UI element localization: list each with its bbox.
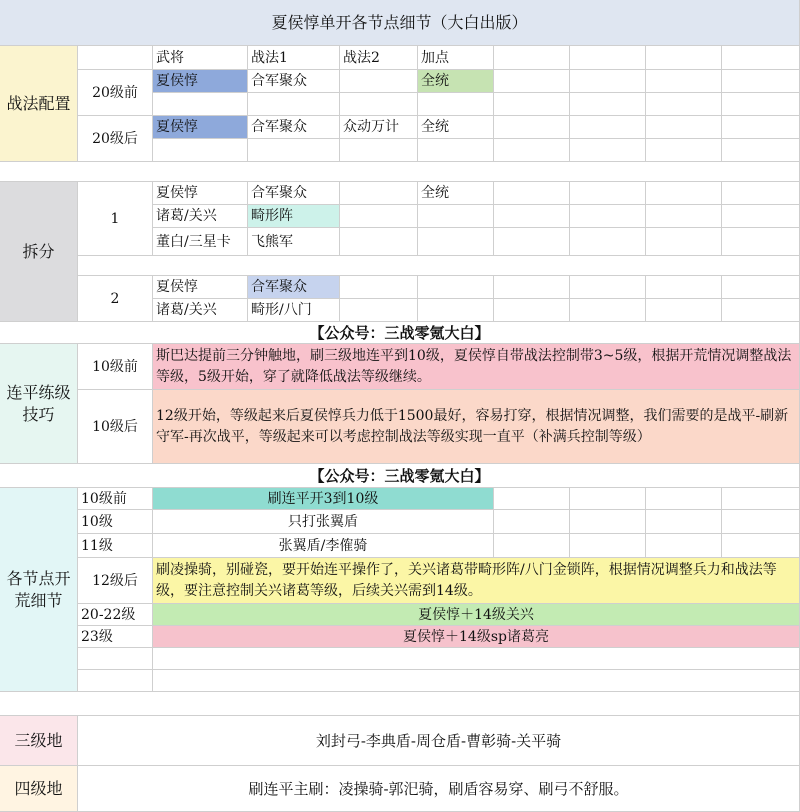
split-skill-text: 飞熊军 — [251, 233, 293, 250]
level3-label[interactable] — [0, 716, 78, 766]
nodes-level-text: 23级 — [81, 628, 113, 645]
cell-empty[interactable] — [78, 648, 153, 670]
level3-text: 刘封弓-李典盾-周仓盾-曹彰骑-关平骑 — [315, 731, 562, 750]
cell-empty[interactable] — [722, 488, 800, 510]
cell-empty[interactable] — [722, 299, 800, 322]
config-hero-cell[interactable] — [153, 70, 248, 93]
cell-empty[interactable] — [722, 205, 800, 228]
tips-text: 斯巴达提前三分钟触地，刷三级地连平到10级，夏侯惇自带战法控制带3~5级，根据开荒情况调整战法等级，5级开始，穿了就降低战法等级继续。 — [156, 347, 792, 385]
cell-empty[interactable] — [494, 116, 570, 139]
cell-empty[interactable] — [570, 205, 646, 228]
config-hero-text: 夏侯惇 — [156, 73, 198, 89]
cell-empty[interactable] — [722, 70, 800, 93]
level3-label-text: 三级地 — [14, 730, 63, 750]
cell-empty[interactable] — [570, 534, 646, 558]
nodes-text: 夏侯惇＋14级关兴 — [418, 606, 534, 623]
level3-text-cell[interactable] — [78, 716, 800, 766]
cell-empty[interactable] — [340, 182, 418, 205]
cell-empty[interactable] — [646, 139, 722, 162]
split-hero-cell[interactable] — [153, 299, 248, 322]
nodes-text-cell[interactable] — [153, 510, 494, 534]
cell-empty[interactable] — [646, 46, 722, 70]
cell-empty[interactable] — [722, 534, 800, 558]
cell-empty[interactable] — [78, 670, 153, 692]
split-skill-text: 畸形/八门 — [251, 302, 312, 318]
split-skill-cell[interactable] — [248, 182, 340, 205]
config-skill2-cell[interactable] — [340, 70, 418, 93]
split-skill-cell[interactable] — [248, 299, 340, 322]
cell-empty[interactable] — [646, 510, 722, 534]
nodes-text: 只打张翼盾 — [288, 513, 358, 530]
cell-empty[interactable] — [646, 70, 722, 93]
config-level-cell[interactable] — [78, 70, 153, 116]
nodes-level-text: 10级 — [81, 513, 113, 530]
cell-empty[interactable] — [570, 46, 646, 70]
spacer-row[interactable] — [0, 162, 800, 182]
config-points-cell[interactable] — [418, 70, 494, 93]
cell-empty[interactable] — [340, 205, 418, 228]
header-hero[interactable] — [153, 46, 248, 70]
tips-level-cell[interactable] — [78, 344, 153, 390]
section-label-nodes-text: 各节点开荒细节 — [6, 568, 71, 610]
cell-empty[interactable] — [248, 93, 340, 116]
sheet-title[interactable] — [0, 0, 800, 46]
nodes-text: 刷连平开3到10级 — [267, 490, 379, 507]
config-skill1-cell[interactable] — [248, 70, 340, 93]
header-points-text: 加点 — [421, 49, 449, 66]
split-skill-text: 合军聚众 — [251, 185, 307, 201]
cell-empty[interactable] — [722, 116, 800, 139]
config-skill1-text: 合军聚众 — [251, 119, 307, 135]
nodes-level-text: 12级后 — [92, 572, 138, 589]
banner[interactable] — [0, 322, 800, 344]
cell-empty[interactable] — [494, 534, 570, 558]
section-label-config-text: 战法配置 — [6, 93, 71, 113]
level4-text-cell[interactable] — [78, 766, 800, 812]
cell-empty[interactable] — [418, 93, 494, 116]
banner[interactable] — [0, 464, 800, 488]
cell-empty[interactable] — [153, 139, 248, 162]
header-points[interactable] — [418, 46, 494, 70]
cell-empty[interactable] — [570, 228, 646, 256]
cell-empty[interactable] — [340, 276, 418, 299]
nodes-text-cell[interactable] — [153, 558, 800, 604]
nodes-level-cell[interactable] — [78, 626, 153, 648]
cell-empty[interactable] — [153, 93, 248, 116]
split-group-index[interactable] — [78, 276, 153, 322]
cell-empty[interactable] — [418, 228, 494, 256]
nodes-level-text: 10级前 — [81, 490, 127, 507]
cell-empty[interactable] — [494, 488, 570, 510]
cell-empty[interactable] — [722, 93, 800, 116]
cell-empty[interactable] — [340, 228, 418, 256]
spacer-row[interactable] — [78, 256, 800, 276]
cell-empty[interactable] — [570, 116, 646, 139]
header-skill2-text: 战法2 — [343, 49, 380, 66]
cell-empty[interactable] — [340, 299, 418, 322]
cell-empty[interactable] — [722, 228, 800, 256]
level4-label[interactable] — [0, 766, 78, 812]
split-skill-cell[interactable] — [248, 276, 340, 299]
header-skill1[interactable] — [248, 46, 340, 70]
cell-empty[interactable] — [78, 46, 153, 70]
split-skill-text: 畸形阵 — [251, 208, 293, 224]
nodes-text: 张翼盾/李傕骑 — [278, 537, 368, 554]
cell-empty[interactable] — [570, 510, 646, 534]
cell-empty[interactable] — [646, 276, 722, 299]
nodes-level-cell[interactable] — [78, 558, 153, 604]
tips-level-cell[interactable] — [78, 390, 153, 464]
config-level-text: 20级前 — [92, 84, 138, 101]
cell-empty[interactable] — [646, 299, 722, 322]
cell-empty[interactable] — [494, 182, 570, 205]
split-hero-text: 董白/三星卡 — [156, 233, 231, 250]
split-group-index-text: 1 — [110, 210, 120, 227]
tips-text: 12级开始，等级起来后夏侯惇兵力低于1500最好，容易打穿，根据情况调整，我们需要的是战平-刷新守军-再次战平，等级起来可以考虑控制战法等级实现一直平（补满兵控制等级） — [156, 407, 789, 445]
section-label-split-text: 拆分 — [22, 241, 55, 261]
nodes-text-cell[interactable] — [153, 534, 494, 558]
cell-empty[interactable] — [646, 534, 722, 558]
split-hero-cell[interactable] — [153, 276, 248, 299]
section-label-tips-text: 连平练级技巧 — [6, 382, 71, 424]
config-skill2-text: 众动万计 — [343, 119, 399, 135]
nodes-text: 夏侯惇＋14级sp诸葛亮 — [403, 628, 549, 645]
split-hero-cell[interactable] — [153, 182, 248, 205]
cell-empty[interactable] — [722, 182, 800, 205]
cell-empty[interactable] — [722, 46, 800, 70]
config-level-text: 20级后 — [92, 130, 138, 147]
nodes-text-cell[interactable] — [153, 604, 800, 626]
cell-empty[interactable] — [570, 276, 646, 299]
level4-text: 刷连平主刷：凌操骑-郭汜骑，刷盾容易穿、刷弓不舒服。 — [248, 779, 629, 798]
cell-empty[interactable] — [494, 228, 570, 256]
config-skill2-cell[interactable] — [340, 116, 418, 139]
spacer-row[interactable] — [0, 692, 800, 716]
cell-empty[interactable] — [494, 205, 570, 228]
cell-empty[interactable] — [722, 510, 800, 534]
cell-empty[interactable] — [248, 139, 340, 162]
split-skill-cell[interactable] — [248, 228, 340, 256]
split-hero-text: 夏侯惇 — [156, 279, 198, 295]
nodes-level-text: 20-22级 — [81, 606, 136, 623]
split-skill-cell[interactable] — [248, 205, 340, 228]
cell-empty[interactable] — [646, 228, 722, 256]
cell-empty[interactable] — [570, 139, 646, 162]
cell-empty[interactable] — [722, 139, 800, 162]
header-skill2[interactable] — [340, 46, 418, 70]
split-group-index[interactable] — [78, 182, 153, 256]
nodes-text: 刷凌操骑，别碰瓷，要开始连平操作了，关兴诸葛带畸形阵/八门金锁阵，根据情况调整兵力和战法等级，要注意控制关兴诸葛等级，后续关兴需到14级。 — [156, 561, 777, 599]
tips-level-text: 10级后 — [92, 418, 138, 435]
tips-text-cell[interactable] — [153, 344, 800, 390]
config-level-cell[interactable] — [78, 116, 153, 162]
section-label-tips[interactable] — [0, 344, 78, 464]
nodes-text-cell[interactable] — [153, 488, 494, 510]
cell-empty[interactable] — [570, 299, 646, 322]
banner-text: 【公众号：三战零氪大白】 — [309, 323, 490, 342]
cell-empty[interactable] — [494, 46, 570, 70]
header-hero-text: 武将 — [156, 49, 184, 66]
cell-empty[interactable] — [418, 139, 494, 162]
cell-empty[interactable] — [153, 648, 800, 670]
cell-empty[interactable] — [570, 488, 646, 510]
split-hero-text: 诸葛/关兴 — [156, 302, 217, 318]
tips-level-text: 10级前 — [92, 358, 138, 375]
cell-empty[interactable] — [418, 205, 494, 228]
config-hero-cell[interactable] — [153, 116, 248, 139]
config-skill1-text: 合军聚众 — [251, 73, 307, 89]
split-hero-text: 夏侯惇 — [156, 185, 198, 201]
level4-label-text: 四级地 — [14, 778, 63, 798]
nodes-level-cell[interactable] — [78, 488, 153, 510]
section-label-config[interactable] — [0, 46, 78, 162]
split-points-text: 全统 — [421, 185, 449, 201]
cell-empty[interactable] — [494, 276, 570, 299]
config-points-cell[interactable] — [418, 116, 494, 139]
cell-empty[interactable] — [340, 93, 418, 116]
split-hero-cell[interactable] — [153, 228, 248, 256]
cell-empty[interactable] — [646, 488, 722, 510]
cell-empty[interactable] — [153, 670, 800, 692]
cell-empty[interactable] — [646, 205, 722, 228]
config-points-text: 全统 — [421, 119, 449, 135]
config-skill1-cell[interactable] — [248, 116, 340, 139]
cell-empty[interactable] — [494, 93, 570, 116]
split-points-cell[interactable] — [418, 182, 494, 205]
split-hero-cell[interactable] — [153, 205, 248, 228]
nodes-level-text: 11级 — [81, 537, 113, 554]
section-label-nodes[interactable] — [0, 488, 78, 692]
split-hero-text: 诸葛/关兴 — [156, 208, 217, 224]
cell-empty[interactable] — [570, 93, 646, 116]
cell-empty[interactable] — [646, 93, 722, 116]
nodes-level-cell[interactable] — [78, 604, 153, 626]
cell-empty[interactable] — [494, 299, 570, 322]
sheet-title-text: 夏侯惇单开各节点细节（大白出版） — [271, 12, 528, 32]
config-points-text: 全统 — [421, 73, 449, 89]
cell-empty[interactable] — [494, 70, 570, 93]
cell-empty[interactable] — [494, 510, 570, 534]
cell-empty[interactable] — [418, 299, 494, 322]
cell-empty[interactable] — [722, 276, 800, 299]
cell-empty[interactable] — [340, 139, 418, 162]
cell-empty[interactable] — [570, 70, 646, 93]
config-hero-text: 夏侯惇 — [156, 119, 198, 135]
cell-empty[interactable] — [494, 139, 570, 162]
cell-empty[interactable] — [646, 182, 722, 205]
cell-empty[interactable] — [570, 182, 646, 205]
split-skill-text: 合军聚众 — [251, 279, 307, 295]
banner-text: 【公众号：三战零氪大白】 — [309, 466, 490, 485]
section-label-split[interactable] — [0, 182, 78, 322]
nodes-text-cell[interactable] — [153, 626, 800, 648]
cell-empty[interactable] — [418, 276, 494, 299]
nodes-level-cell[interactable] — [78, 534, 153, 558]
tips-text-cell[interactable] — [153, 390, 800, 464]
header-skill1-text: 战法1 — [251, 49, 288, 66]
nodes-level-cell[interactable] — [78, 510, 153, 534]
split-group-index-text: 2 — [110, 290, 120, 307]
cell-empty[interactable] — [646, 116, 722, 139]
